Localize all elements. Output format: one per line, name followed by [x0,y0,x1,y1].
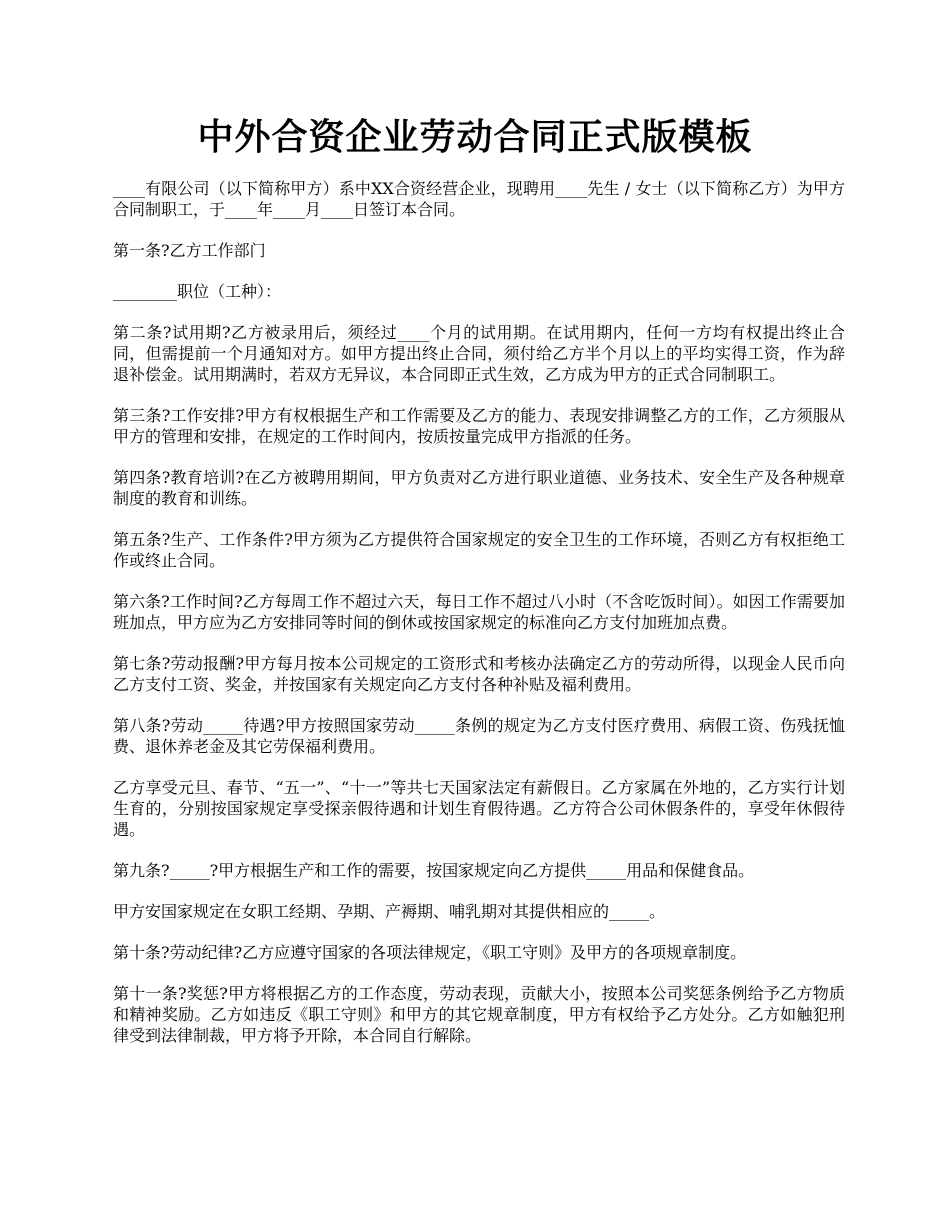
paragraph-article-6: 第六条?工作时间?乙方每周工作不超过六天，每日工作不超过八小时（不含吃饭时间）。如因工作需要加班加点，甲方应为乙方安排同等时间的倒休或按国家规定的标准向乙方支付加班加点费。 [113,592,845,632]
paragraph-intro: ____有限公司（以下简称甲方）系中XX合资经营企业，现聘用____先生 / 女士（以下简称乙方）为甲方合同制职工，于____年____月____日签订本合同。 [113,179,845,219]
paragraph-article-4: 第四条?教育培训?在乙方被聘用期间，甲方负责对乙方进行职业道德、业务技术、安全生产及各种规章制度的教育和训练。 [113,468,845,508]
paragraph-position: ________职位（工种）： [113,282,282,301]
paragraph-article-10: 第十条?劳动纪律?乙方应遵守国家的各项法律规定，《职工守则》及甲方的各项规章制度。 [113,943,747,962]
paragraph-article-5: 第五条?生产、工作条件?甲方须为乙方提供符合国家规定的安全卫生的工作环境，否则乙方有权拒绝工作或终止合同。 [113,530,845,570]
paragraph-article-1: 第一条?乙方工作部门 [113,241,266,260]
document-title: 中外合资企业劳动合同正式版模板 [197,116,753,158]
paragraph-article-3: 第三条?工作安排?甲方有权根据生产和工作需要及乙方的能力、表现安排调整乙方的工作，乙方须服从甲方的管理和安排，在规定的工作时间内，按质按量完成甲方指派的任务。 [113,406,845,446]
paragraph-holidays: 乙方享受元旦、春节、“五一”、“十一”等共七天国家法定有薪假日。乙方家属在外地的，乙方实行计划生育的，分别按国家规定享受探亲假待遇和计划生育假待遇。乙方符合公司休假条件的，享受年休假待遇。 [113,778,845,839]
paragraph-article-2: 第二条?试用期?乙方被录用后，须经过____个月的试用期。在试用期内，任何一方均有权提出终止合同，但需提前一个月通知对方。如甲方提出终止合同，须付给乙方半个月以上的平均实得工资，作为辞退补偿金。试用期满时，若双方无异议，本合同即正式生效，乙方成为甲方的正式合同制职工。 [113,323,845,384]
paragraph-article-9: 第九条?_____?甲方根据生产和工作的需要，按国家规定向乙方提供_____用品和保健食品。 [113,861,755,880]
paragraph-female-protection: 甲方安国家规定在女职工经期、孕期、产褥期、哺乳期对其提供相应的_____。 [113,902,666,921]
paragraph-article-7: 第七条?劳动报酬?甲方每月按本公司规定的工资形式和考核办法确定乙方的劳动所得，以现金人民币向乙方支付工资、奖金，并按国家有关规定向乙方支付各种补贴及福利费用。 [113,654,845,694]
paragraph-article-8: 第八条?劳动_____待遇?甲方按照国家劳动_____条例的规定为乙方支付医疗费用、病假工资、伤残抚恤费、退休养老金及其它劳保福利费用。 [113,716,845,756]
paragraph-article-11: 第十一条?奖惩?甲方将根据乙方的工作态度，劳动表现，贡献大小，按照本公司奖惩条例给予乙方物质和精神奖励。乙方如违反《职工守则》和甲方的其它规章制度，甲方有权给予乙方处分。乙方如触犯刑律受到法律制裁，甲方将予开除，本合同自行解除。 [113,984,845,1045]
document-body [113,178,845,1066]
